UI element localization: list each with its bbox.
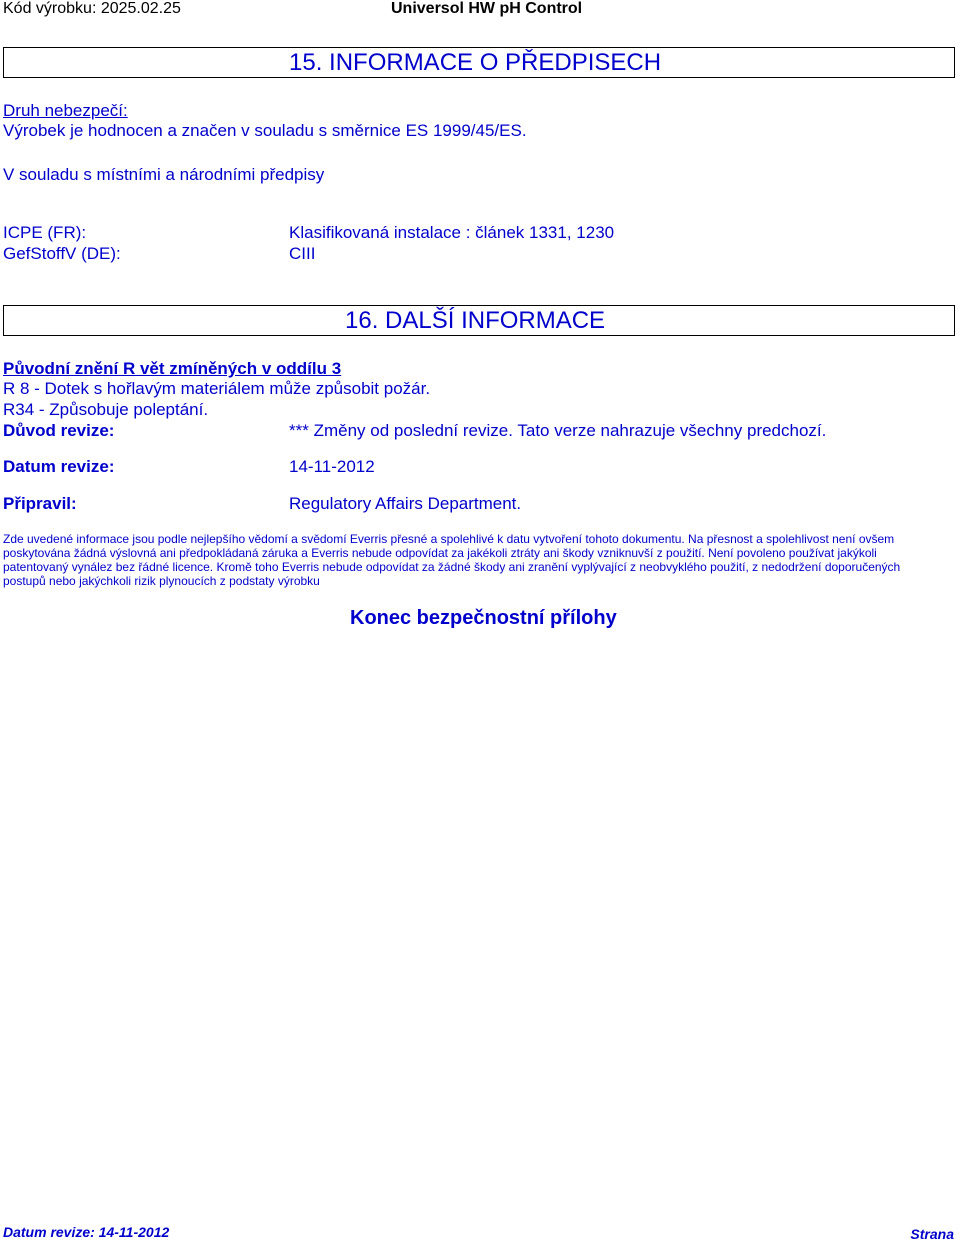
section-15-title: 15. INFORMACE O PŘEDPISECH bbox=[289, 49, 662, 76]
disclaimer-line: poskytována žádná výslovná ani předpokládaná záruka a Everris nebude odpovídat za jakékoli ztráty ani škody vzniknuvší z použití. Není povoleno používat jakýkoli bbox=[3, 546, 877, 560]
hazard-label: Druh nebezpečí: bbox=[3, 101, 128, 120]
footer-page-label: Strana bbox=[910, 1226, 954, 1242]
footer-revision-date: Datum revize: 14-11-2012 bbox=[3, 1224, 170, 1240]
prepared-by-value: Regulatory Affairs Department. bbox=[289, 494, 522, 513]
r-phrase-item: R34 - Způsobuje poleptání. bbox=[3, 400, 209, 419]
r-phrases-heading: Původní znění R vět zmíněných v oddílu 3 bbox=[3, 359, 342, 378]
hazard-text: Výrobek je hodnocen a značen v souladu s směrnice ES 1999/45/ES. bbox=[3, 121, 527, 140]
revision-date-label: Datum revize: bbox=[3, 457, 115, 476]
icpe-label: ICPE (FR): bbox=[3, 223, 87, 242]
section-16-title: 16. DALŠÍ INFORMACE bbox=[345, 307, 606, 334]
local-regulations-text: V souladu s místními a národními předpisy bbox=[3, 165, 325, 184]
gefstoffv-value: CIII bbox=[289, 244, 316, 263]
revision-date-value: 14-11-2012 bbox=[289, 457, 375, 476]
disclaimer-line: Zde uvedené informace jsou podle nejlepšího vědomí a svědomí Everris přesné a spolehlivé k datu vytvoření tohoto dokumentu. Na přesnost a spolehlivost není ovšem bbox=[3, 532, 895, 546]
gefstoffv-label: GefStoffV (DE): bbox=[3, 244, 121, 263]
icpe-value: Klasifikovaná instalace : článek 1331, 1230 bbox=[289, 223, 615, 242]
prepared-by-label: Připravil: bbox=[3, 494, 77, 513]
revision-reason-value: *** Změny od poslední revize. Tato verze nahrazuje všechny predchozí. bbox=[289, 421, 827, 440]
disclaimer bbox=[3, 532, 953, 588]
end-of-document-text: Konec bezpečnostní přílohy bbox=[350, 607, 617, 629]
revision-reason-label: Důvod revize: bbox=[3, 421, 115, 440]
product-code: Kód výrobku: 2025.02.25 bbox=[3, 0, 181, 17]
r-phrase-item: R 8 - Dotek s hořlavým materiálem může způsobit požár. bbox=[3, 379, 431, 398]
disclaimer-line: patentovaný vynález bez řádné licence. Kromě toho Everris nebude odpovídat za žádné škody ani zranění vyplývající z neobvyklého použití, z nedodržení doporučených bbox=[3, 560, 901, 574]
product-name: Universol HW pH Control bbox=[391, 0, 583, 17]
disclaimer-line: postupů nebo jakýchkoli rizik plynoucích z podstaty výrobku bbox=[3, 574, 320, 588]
